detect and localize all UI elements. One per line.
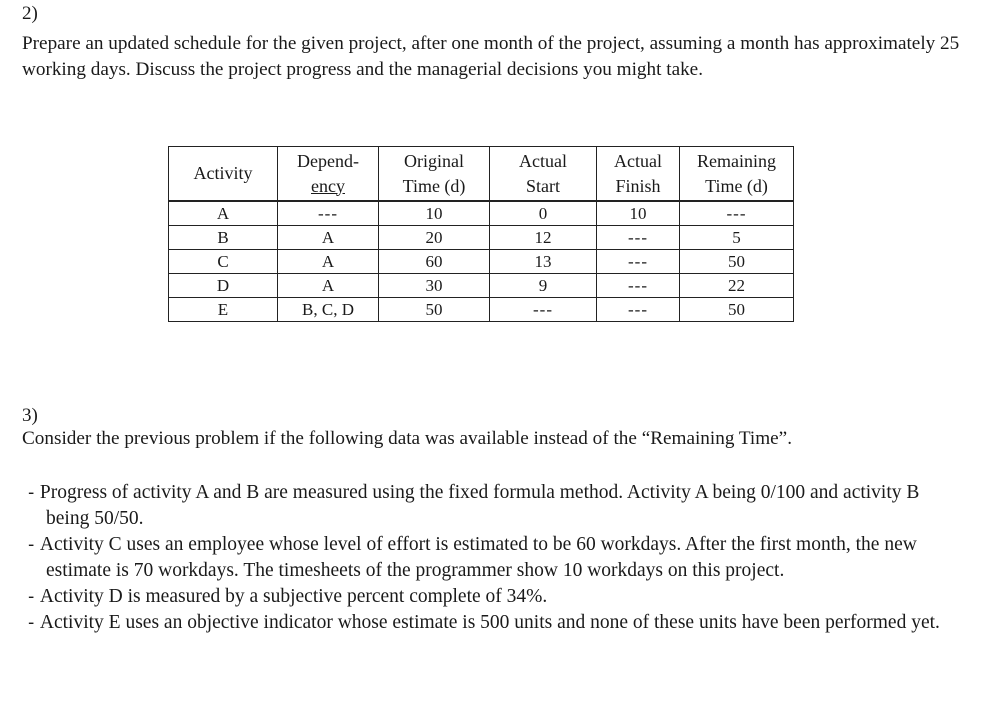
table-cell: 50 bbox=[680, 250, 794, 274]
bullet-item bbox=[28, 610, 948, 636]
table-header-cell: Remaining Time (d) bbox=[680, 147, 794, 202]
table-cell: D bbox=[169, 274, 278, 298]
table-row bbox=[169, 226, 794, 250]
table-cell: B bbox=[169, 226, 278, 250]
table-header-cell: Actual Finish bbox=[597, 147, 680, 202]
table-cell: --- bbox=[597, 274, 680, 298]
table-cell: 60 bbox=[379, 250, 490, 274]
table-cell: 0 bbox=[490, 201, 597, 226]
bullet-text: Activity E uses an objective indicator whose estimate is 500 units and none of these units have been performed yet. bbox=[39, 612, 940, 633]
bullet-marker: - bbox=[28, 483, 40, 503]
table-cell: A bbox=[278, 274, 379, 298]
bullet-item bbox=[28, 532, 948, 584]
table-header-cell: Actual Start bbox=[490, 147, 597, 202]
table-row bbox=[169, 274, 794, 298]
table-cell: 10 bbox=[379, 201, 490, 226]
table-cell: A bbox=[278, 226, 379, 250]
table-cell: E bbox=[169, 298, 278, 322]
question-2-number: 2) bbox=[22, 3, 38, 24]
table-cell: --- bbox=[278, 201, 379, 226]
table-row bbox=[169, 250, 794, 274]
table-cell: 10 bbox=[597, 201, 680, 226]
table-body bbox=[169, 201, 794, 322]
question-3-text: Consider the previous problem if the following data was available instead of the “Remaining Time”. bbox=[22, 428, 792, 449]
table-cell: 12 bbox=[490, 226, 597, 250]
table-cell: 50 bbox=[379, 298, 490, 322]
bullet-marker: - bbox=[28, 535, 40, 555]
table-header-cell: Original Time (d) bbox=[379, 147, 490, 202]
bullet-marker: - bbox=[28, 587, 40, 607]
table-cell: 13 bbox=[490, 250, 597, 274]
table-row bbox=[169, 298, 794, 322]
table-cell: 20 bbox=[379, 226, 490, 250]
table-row bbox=[169, 201, 794, 226]
table-header-cell: Depend- ency bbox=[278, 147, 379, 202]
bullet-text: Activity D is measured by a subjective percent complete of 34%. bbox=[39, 586, 548, 607]
table-cell: 50 bbox=[680, 298, 794, 322]
table-cell: A bbox=[278, 250, 379, 274]
table-cell: --- bbox=[490, 298, 597, 322]
table-cell: 30 bbox=[379, 274, 490, 298]
table-header-cell: Activity bbox=[169, 147, 278, 202]
bullet-item bbox=[28, 584, 948, 610]
table-cell: 22 bbox=[680, 274, 794, 298]
schedule-table bbox=[168, 146, 794, 322]
table-cell: A bbox=[169, 201, 278, 226]
table-cell: --- bbox=[597, 298, 680, 322]
bullet-item bbox=[28, 480, 948, 532]
table-cell: --- bbox=[597, 250, 680, 274]
table-header-row bbox=[169, 147, 794, 202]
table-cell: C bbox=[169, 250, 278, 274]
table-cell: 5 bbox=[680, 226, 794, 250]
table-cell: --- bbox=[597, 226, 680, 250]
question-3-number: 3) bbox=[22, 405, 38, 426]
bullet-marker: - bbox=[28, 613, 40, 633]
bullet-text: Progress of activity A and B are measured using the fixed formula method. Activity A being 0/100 and activity B being 50/50. bbox=[39, 482, 920, 529]
question-3-bullet-list bbox=[28, 480, 948, 636]
bullet-text: Activity C uses an employee whose level of effort is estimated to be 60 workdays. After the first month, the new estimate is 70 workdays. The timesheets of the programmer show 10 workdays on this project. bbox=[39, 534, 917, 581]
table-cell: 9 bbox=[490, 274, 597, 298]
question-2-text: Prepare an updated schedule for the given project, after one month of the project, assuming a month has approximately 25 working days. Discuss the project progress and the managerial decisions you might take. bbox=[22, 33, 960, 80]
table-cell: --- bbox=[680, 201, 794, 226]
table-cell: B, C, D bbox=[278, 298, 379, 322]
